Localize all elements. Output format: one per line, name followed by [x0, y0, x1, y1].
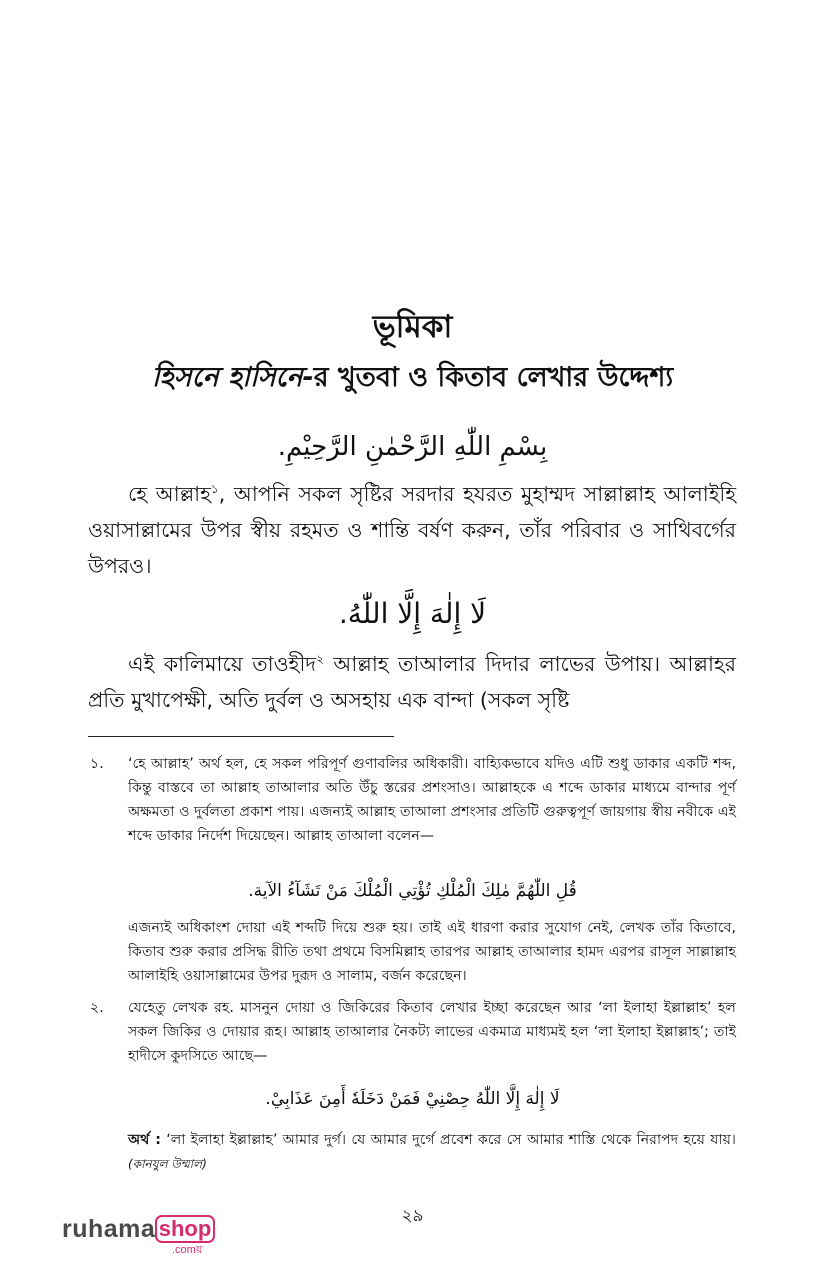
footnote-1-continuation: এজন্যই অধিকাংশ দোয়া এই শব্দটি দিয়ে শুরু হয়। তাই এই ধারণা করার সুযোগ নেই, লেখক তাঁর কিতাবে, কিতাব শুরু করার প্রসিদ্ধ রীতি তথা প্রথমে বিসমিল্লাহ তারপর আল্লাহ তাআলার হামদ এরপর রাসূল সাল্লাল্লাহ আলাইহি ওয়াসাল্লামের উপর দুরূদ ও সালাম, বর্জন করেছেন। — [128, 920, 736, 984]
kalima-arabic: لَا إِلٰهَ إِلَّا اللّٰهُ. — [338, 597, 487, 630]
paragraph-1-rest: , আপনি সকল সৃষ্টির সরদার হযরত মুহাম্মদ সাল্লাল্লাহ আলাইহি ওয়াসাল্লামের উপর স্বীয় রহমত ও শান্তি বর্ষণ করুন, তাঁর পরিবার ও সাথিবর্গের উপরও। — [88, 482, 736, 578]
meaning-text: ‘লা ইলাহা ইল্লাল্লাহ’ আমার দুর্গ। যে আমার দুর্গে প্রবেশ করে সে আমার শাস্তি থেকে নিরাপদ হয়ে যায়। — [160, 1132, 737, 1148]
paragraph-2-rest: আল্লাহ তাআলার দিদার লাভের উপায়। আল্লাহর প্রতি মুখাপেক্ষী, অতি দুর্বল ও অসহায় এক বান্দা (সকল সৃষ্টি — [88, 652, 736, 712]
chapter-subtitle — [0, 358, 825, 398]
logo-shop-badge — [155, 1215, 215, 1243]
paragraph-1 — [88, 476, 736, 584]
logo-com-text: .comয় — [172, 1244, 203, 1256]
footnote-1-number: ১. — [90, 756, 104, 772]
meaning-label: অর্থ : — [128, 1132, 161, 1148]
footnote-2-text: যেহেতু লেখক রহ. মাসনুন দোয়া ও জিকিরের কিতাব লেখার ইচ্ছা করেছেন আর ‘লা ইলাহা ইল্লাল্লাহ’ হল সকল জিকির ও দোয়ার রূহ। আল্লাহ তাআলার নৈকট্য লাভের একমাত্র মাধ্যমই হল ‘লা ইলাহা ইল্লাল্লাহ’; তাই হাদীসে কুদসিতে আছে— — [128, 1000, 736, 1064]
footnote-ref-1[interactable]: ১ — [210, 482, 219, 497]
subtitle-rest: র খুতবা ও কিতাব লেখার উদ্দেশ্য — [313, 362, 674, 393]
meaning-source: (কানযুল উম্মাল) — [128, 1157, 207, 1171]
chapter-title: ভূমিকা — [372, 309, 453, 345]
bismillah-arabic: بِسْمِ اللّٰهِ الرَّحْمٰنِ الرَّحِيْمِ. — [277, 432, 548, 462]
logo-shop-text: shop — [158, 1216, 212, 1241]
footnote-divider — [88, 736, 394, 737]
footnote-1-text: ‘হে আল্লাহ’ অর্থ হল, হে সকল পরিপূর্ণ গুণাবলির অধিকারী। বাহ্যিকভাবে যদিও এটি শুধু ডাকার একটি শব্দ, কিন্তু বাস্তবে তা আল্লাহ তাআলার অতি উঁচু স্তরের প্রশংসাও। আল্লাহকে এ শব্দে ডাকার মাধ্যমে বান্দার পূর্ণ অক্ষমতা ও দুর্বলতা প্রকাশ পায়। এজন্যই আল্লাহ তাআলা প্রশংসার প্রতিটি গুরুত্বপূর্ণ জায়গায় স্বীয় নবীকে এই শব্দে ডাকার নির্দেশ দিয়েছেন। আল্লাহ তাআলা বলেন— — [128, 756, 736, 844]
paragraph-2-start: এই কালিমায়ে তাওহীদ — [128, 652, 317, 676]
footnote-2-meaning — [128, 1128, 736, 1176]
paragraph-1-start: হে আল্লাহ — [128, 482, 211, 506]
page-number: ২৯ — [401, 1206, 424, 1226]
footnote-ref-2[interactable]: ২ — [316, 652, 324, 667]
logo-ruhama-text: ruhama — [62, 1215, 156, 1243]
footnote-1-arabic: قُلِ اللّٰهُمَّ مٰلِكَ الْمُلْكِ تُؤْتِي الْمُلْكَ مَنْ تَشَآءُ الآية. — [248, 881, 577, 901]
subtitle-book-name: হিসনে হাসিনে- — [151, 362, 314, 393]
footnote-2-number: ২. — [90, 1000, 104, 1016]
paragraph-2 — [88, 646, 736, 718]
footnote-2-arabic: لَا إِلٰهَ إِلَّا اللّٰهُ حِصْنِيْ فَمَنْ دَخَلَهٗ أَمِنَ عَذَابِيْ. — [265, 1089, 560, 1109]
ruhamashop-logo[interactable] — [62, 1214, 232, 1264]
